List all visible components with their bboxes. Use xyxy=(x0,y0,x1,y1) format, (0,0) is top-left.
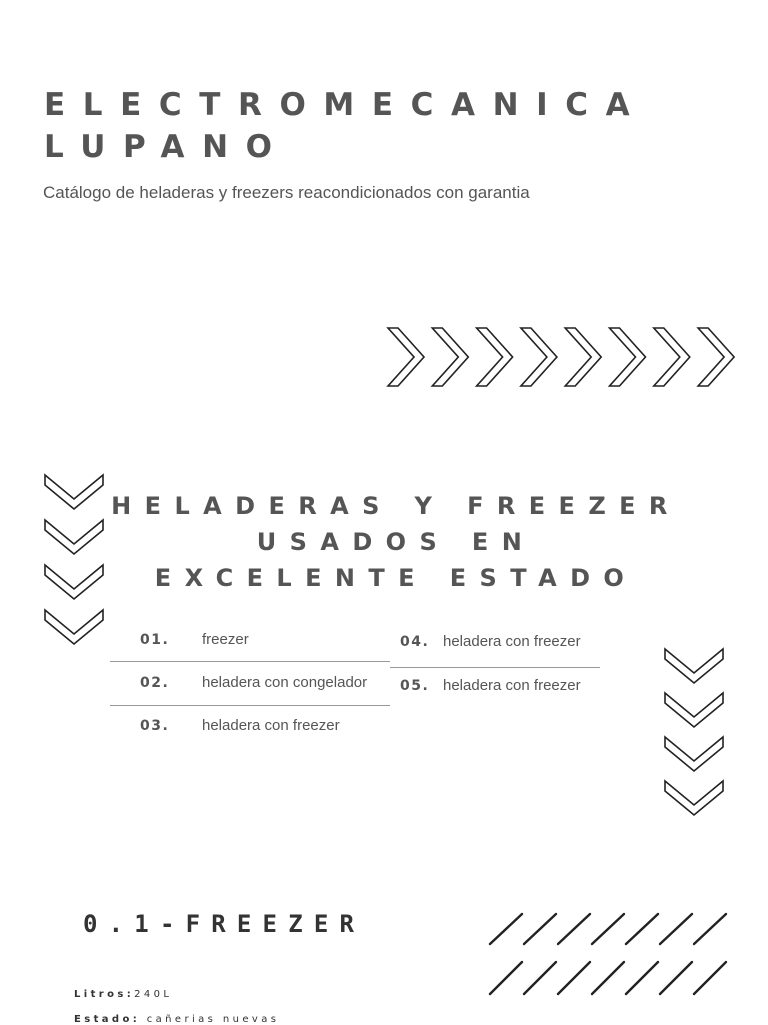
index-number: 01. xyxy=(140,632,170,648)
slash-icon xyxy=(490,962,522,994)
slash-icon xyxy=(626,962,658,994)
index-item-03[interactable] xyxy=(110,716,390,758)
slash-icon xyxy=(592,914,624,944)
index-label: freezer xyxy=(202,631,249,648)
spec-litros xyxy=(74,989,172,1000)
index-divider xyxy=(390,667,600,668)
section-heading xyxy=(100,488,692,596)
index-divider xyxy=(110,705,390,706)
slash-icon xyxy=(490,914,522,944)
spec-estado xyxy=(74,1014,279,1025)
slash-icon xyxy=(694,914,726,944)
index-number: 05. xyxy=(400,678,430,694)
section-heading-line-3: EXCELENTE ESTADO xyxy=(154,564,638,592)
product-title: 0.1-FREEZER xyxy=(83,910,366,938)
section-heading-line-1: HELADERAS Y FREEZER xyxy=(111,492,681,520)
index-divider xyxy=(110,661,390,662)
spec-estado-label: Estado: xyxy=(74,1014,141,1025)
spec-litros-label: Litros: xyxy=(74,989,135,1000)
brand-line-2: LUPANO xyxy=(44,129,290,165)
index-item-01[interactable] xyxy=(110,630,390,672)
index-item-02[interactable] xyxy=(110,673,390,715)
slash-icon xyxy=(558,914,590,944)
index-label: heladera con freezer xyxy=(202,717,340,734)
index-label: heladera con freezer xyxy=(443,633,581,650)
slash-icon xyxy=(626,914,658,944)
brand-line-1: ELECTROMECANICA xyxy=(44,87,648,123)
index-number: 03. xyxy=(140,718,170,734)
index-number: 02. xyxy=(140,675,170,691)
spec-litros-value: 240L xyxy=(134,989,173,1000)
index-item-05[interactable] xyxy=(390,676,600,718)
subtitle: Catálogo de heladeras y freezers reacondicionados con garantia xyxy=(43,183,530,202)
index-number: 04. xyxy=(400,634,430,650)
spec-estado-value: cañerias nuevas xyxy=(146,1014,280,1025)
slash-icon xyxy=(660,962,692,994)
slash-icon xyxy=(592,962,624,994)
section-heading-line-2: USADOS EN xyxy=(256,528,536,556)
slash-icon xyxy=(660,914,692,944)
slash-icon xyxy=(524,962,556,994)
slash-icon xyxy=(694,962,726,994)
index-label: heladera con congelador xyxy=(202,674,368,691)
index-label: heladera con freezer xyxy=(443,677,581,694)
slash-icon xyxy=(558,962,590,994)
slash-icon xyxy=(524,914,556,944)
